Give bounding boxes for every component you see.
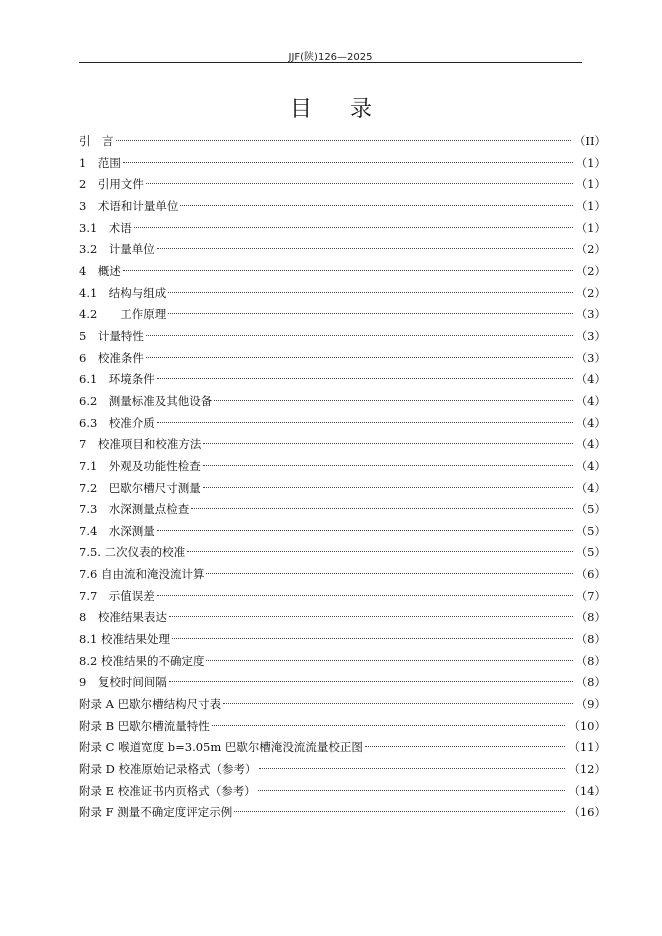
toc-entry-page-number: （1） [575,155,606,170]
toc-entry-label: 3 术语和计量单位 [79,198,179,213]
toc-entry-page-number: （4） [575,393,606,408]
document-code-header: JJF(陕)126—2025 [288,52,373,63]
toc-entry[interactable] [79,283,606,305]
dot-leader [203,443,572,444]
dot-leader [146,335,573,336]
toc-entry[interactable] [79,499,606,521]
toc-entry[interactable] [79,261,606,283]
dot-leader [180,205,572,206]
toc-entry[interactable] [79,651,606,673]
toc-entry-label: 6.3 校准介质 [79,415,155,430]
toc-entry-page-number: （1） [575,220,606,235]
toc-entry-label: 8.2 校准结果的不确定度 [79,653,205,668]
toc-entry-page-number: （2） [575,285,606,300]
dot-leader [134,227,573,228]
toc-entry-label: 7.1 外观及功能性检查 [79,458,201,473]
toc-entry-page-number: （10） [568,718,606,733]
toc-entry-page-number: （14） [568,783,606,798]
toc-entry-page-number: （3） [575,350,606,365]
toc-entry-page-number: （3） [575,328,606,343]
toc-entry-label: 7.6 自由流和淹没流计算 [79,567,205,582]
dot-leader [206,573,572,574]
dot-leader [168,292,572,293]
dot-leader [169,616,573,617]
toc-entry-label: 6.2 测量标准及其他设备 [79,393,213,408]
dot-leader [146,183,573,184]
toc-entry-page-number: （5） [575,545,606,560]
toc-entry-page-number: （16） [568,805,606,820]
toc-entry-label: 引 言 [79,134,114,148]
toc-entry-label: 8 校准结果表达 [79,610,167,625]
toc-entry[interactable] [79,629,606,651]
toc-entry[interactable] [79,802,606,824]
toc-entry[interactable] [79,153,606,175]
toc-entry-page-number: （5） [575,523,606,538]
toc-entry-label: 4.1 结构与组成 [79,285,167,300]
dot-leader [203,487,573,488]
toc-entry[interactable] [79,218,606,240]
toc-entry-label: 7.7 示值误差 [79,588,155,603]
toc-entry-page-number: （4） [575,372,606,387]
toc-entry[interactable] [79,737,606,759]
dot-leader [172,638,573,639]
toc-entry-page-number: （6） [575,567,606,582]
toc-entry-label: 7.5. 二次仪表的校准 [79,545,186,560]
dot-leader [157,422,573,423]
toc-entry[interactable] [79,196,606,218]
toc-entry-label: 附录 F 测量不确定度评定示例 [79,805,233,820]
toc-entry[interactable] [79,326,606,348]
toc-entry-page-number: （9） [575,697,606,712]
toc-entry-label: 7.2 巴歇尔槽尺寸测量 [79,480,201,495]
toc-entry-page-number: （11） [568,740,606,755]
toc-entry-label: 7 校准项目和校准方法 [79,437,202,452]
toc-entry[interactable] [79,434,606,456]
dot-leader [169,681,573,682]
toc-entry[interactable] [79,131,606,153]
toc-entry-label: 4.2 工作原理 [79,307,167,322]
toc-entry-label: 7.3 水深测量点检查 [79,502,190,517]
dot-leader [214,400,572,401]
toc-entry-page-number: （1） [575,177,606,192]
page-title: 目录 [289,97,410,122]
toc-entry[interactable] [79,694,606,716]
dot-leader [157,248,573,249]
toc-entry-label: 6 校准条件 [79,350,144,365]
toc-entry[interactable] [79,239,606,261]
toc-entry[interactable] [79,542,606,564]
toc-entry[interactable] [79,478,606,500]
dot-leader [191,508,572,509]
toc-entry[interactable] [79,304,606,326]
toc-entry-label: 附录 B 巴歇尔槽流量特性 [79,718,210,733]
toc-entry-page-number: （1） [575,198,606,213]
dot-leader [168,313,572,314]
toc-entry-page-number: （2） [575,242,606,257]
dot-leader [123,162,573,163]
toc-entry-label: 8.1 校准结果处理 [79,632,170,647]
header-rule [79,62,582,63]
dot-leader [146,357,573,358]
dot-leader [157,595,573,596]
dot-leader [203,465,573,466]
dot-leader [365,746,565,747]
dot-leader [123,270,573,271]
toc-entry-page-number: （4） [575,480,606,495]
toc-entry-page-number: （II） [573,134,606,148]
toc-entry[interactable] [79,607,606,629]
toc-entry-page-number: （2） [575,263,606,278]
toc-entry[interactable] [79,781,606,803]
toc-entry-label: 6.1 环境条件 [79,372,155,387]
dot-leader [157,378,573,379]
toc-entry-page-number: （4） [575,458,606,473]
dot-leader [116,140,571,141]
toc-entry[interactable] [79,174,606,196]
dot-leader [212,725,566,726]
toc-entry-label: 9 复校时间间隔 [79,675,167,690]
toc-entry-label: 附录 E 校准证书内页格式（参考） [79,783,256,798]
toc-entry-label: 4 概述 [79,263,121,278]
toc-entry-label: 3.2 计量单位 [79,242,155,257]
toc-entry-page-number: （8） [575,632,606,647]
dot-leader [258,790,566,791]
toc-entry-label: 附录 D 校准原始记录格式（参考） [79,762,257,777]
toc-entry[interactable] [79,456,606,478]
toc-entry[interactable] [79,391,606,413]
toc-entry-page-number: （7） [575,588,606,603]
toc-entry-page-number: （8） [575,653,606,668]
toc-entry-page-number: （12） [568,762,606,777]
dot-leader [259,768,566,769]
dot-leader [234,811,565,812]
toc-entry-page-number: （8） [575,675,606,690]
toc-entry-page-number: （8） [575,610,606,625]
dot-leader [206,660,572,661]
toc-entry[interactable] [79,564,606,586]
toc-entry-label: 2 引用文件 [79,177,144,192]
toc-entry[interactable] [79,759,606,781]
toc-entry-label: 附录 A 巴歇尔槽结构尺寸表 [79,697,222,712]
dot-leader [187,551,573,552]
toc-entry-page-number: （3） [575,307,606,322]
toc-entry[interactable] [79,413,606,435]
dot-leader [223,703,573,704]
toc-entry-page-number: （4） [575,415,606,430]
toc-entry[interactable] [79,586,606,608]
toc-entry-label: 5 计量特性 [79,328,144,343]
toc-entry-label: 1 范围 [79,155,121,170]
toc-entry[interactable] [79,369,606,391]
toc-entry[interactable] [79,672,606,694]
toc-entry[interactable] [79,521,606,543]
toc-entry-label: 附录 C 喉道宽度 b=3.05m 巴歇尔槽淹没流流量校正图 [79,740,363,755]
toc-entry-label: 7.4 水深测量 [79,523,155,538]
dot-leader [157,530,573,531]
toc-entry-page-number: （5） [575,502,606,517]
toc-entry[interactable] [79,716,606,738]
toc-entry[interactable] [79,348,606,370]
table-of-contents [79,131,606,824]
toc-entry-label: 3.1 术语 [79,220,132,235]
toc-entry-page-number: （4） [575,437,606,452]
